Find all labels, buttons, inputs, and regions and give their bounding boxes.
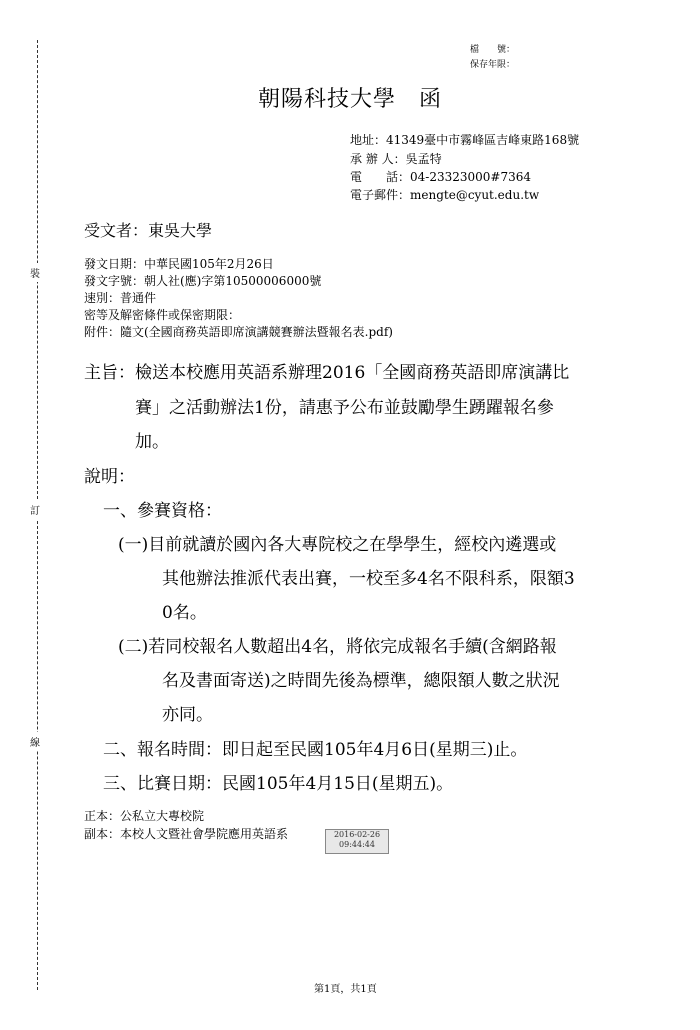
distribution-copy: 副本：本校人文暨社會學院應用英語系 xyxy=(84,827,289,841)
stamp-date: 2016-02-26 xyxy=(333,830,381,839)
explanation-item-2: 二、報名時間：即日起至民國105年4月6日(星期三)止。 xyxy=(103,740,528,760)
sender-address: 地址：41349臺中市霧峰區吉峰東路168號 xyxy=(350,133,580,147)
sender-phone: 電 話：04-23323000#7364 xyxy=(350,170,531,184)
speed-class: 速別：普通件 xyxy=(84,291,157,305)
retention-label: 保存年限： xyxy=(470,60,516,70)
explanation-heading: 說明： xyxy=(84,467,135,487)
explanation-item-1: 一、參賽資格： xyxy=(103,501,222,521)
timestamp-stamp xyxy=(325,829,389,854)
explanation-item-3: 三、比賽日期：民國105年4月15日(星期五)。 xyxy=(103,774,454,794)
issue-date: 發文日期：中華民國105年2月26日 xyxy=(84,257,274,271)
sub-item-2-line-1: (二)若同校報名人數超出4名，將依完成報名手續(含網路報 xyxy=(118,637,557,657)
page-footer: 第1頁，共1頁 xyxy=(314,984,377,995)
sub-item-1-line-1: (一)目前就讀於國內各大專院校之在學學生，經校內遴選或 xyxy=(118,535,557,555)
file-number-label: 檔 號： xyxy=(470,45,516,55)
document-number: 發文字號：朝人社(應)字第10500006000號 xyxy=(84,274,322,288)
recipient: 受文者：東吳大學 xyxy=(84,221,213,240)
sub-item-2-line-3: 亦同。 xyxy=(162,705,213,725)
binding-mark-ding: 訂 xyxy=(30,500,40,519)
document-title: 朝陽科技大學 函 xyxy=(258,87,443,112)
sub-item-1-line-2: 其他辦法推派代表出賽，一校至多4名不限科系，限額3 xyxy=(162,569,575,589)
attachment-link[interactable]: 附件：隨文(全國商務英語即席演講競賽辦法暨報名表.pdf) xyxy=(84,325,393,339)
binding-mark-zhuang: 裝 xyxy=(30,263,40,282)
subject-line-3: 加。 xyxy=(135,432,169,452)
sender-email: 電子郵件：mengte@cyut.edu.tw xyxy=(350,188,540,202)
sub-item-2-line-2: 名及書面寄送)之時間先後為標準，總限額人數之狀況 xyxy=(162,671,560,691)
subject-line-1: 主旨：檢送本校應用英語系辦理2016「全國商務英語即席演講比 xyxy=(84,363,570,383)
stamp-time: 09:44:44 xyxy=(339,840,375,849)
subject-line-2: 賽」之活動辦法1份，請惠予公布並鼓勵學生踴躍報名參 xyxy=(135,398,554,418)
secrecy-level: 密等及解密條件或保密期限： xyxy=(84,308,241,322)
distribution-main: 正本：公私立大專校院 xyxy=(84,809,205,823)
binding-mark-xian: 線 xyxy=(30,732,40,751)
sender-contact: 承 辦 人：吳孟特 xyxy=(350,152,442,166)
sub-item-1-line-3: 0名。 xyxy=(162,603,207,623)
